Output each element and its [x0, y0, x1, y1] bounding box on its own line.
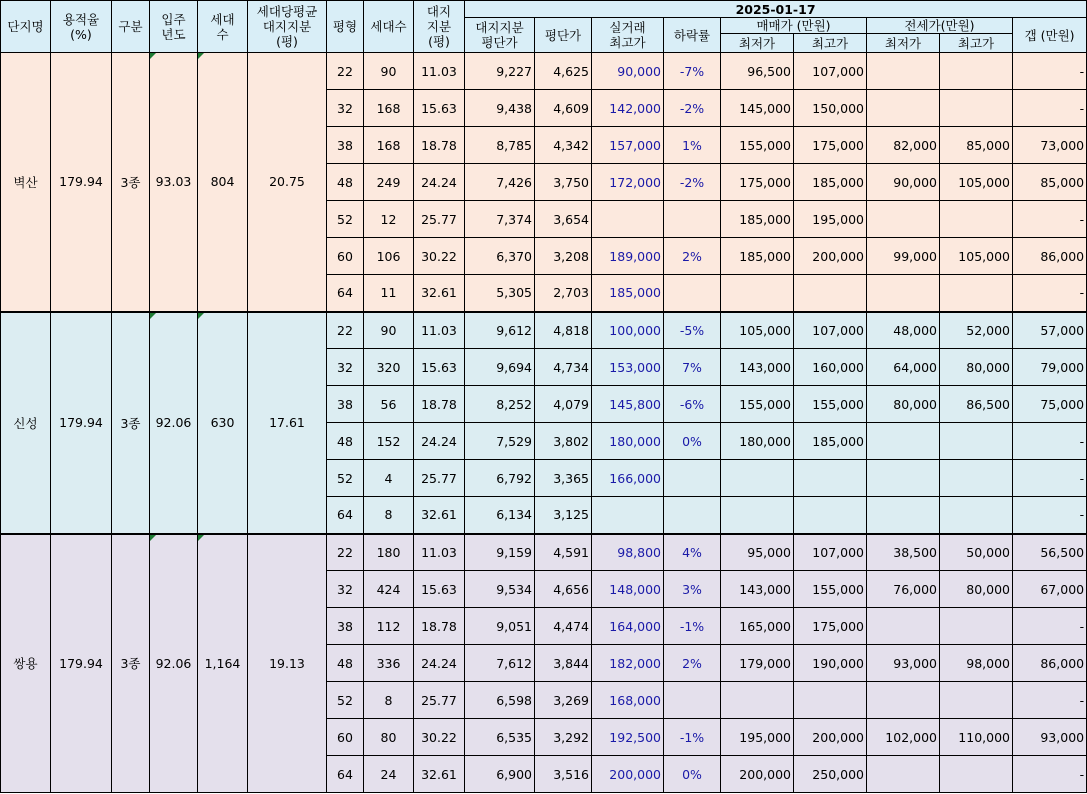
land-share-cell: 11.03	[414, 534, 465, 571]
jeonse-max-cell: 105,000	[940, 238, 1013, 275]
sale-min-cell: 200,000	[721, 756, 794, 793]
pyeong-cell: 52	[327, 201, 364, 238]
complex-avg-land: 17.61	[248, 312, 327, 534]
pyeong-cell: 22	[327, 312, 364, 349]
real-trade-cell: 142,000	[592, 90, 664, 127]
gap-cell: -	[1013, 201, 1087, 238]
jeonse-max-cell	[940, 275, 1013, 312]
pyeong-cell: 64	[327, 275, 364, 312]
gap-cell: -	[1013, 608, 1087, 645]
drop-rate-cell: 0%	[664, 756, 721, 793]
land-share-cell: 25.77	[414, 201, 465, 238]
sale-max-cell: 250,000	[794, 756, 867, 793]
header-jeonse: 전세가(만원)	[867, 18, 1013, 34]
pyeong-cell: 48	[327, 164, 364, 201]
land-share-cell: 18.78	[414, 608, 465, 645]
jeonse-max-cell: 80,000	[940, 349, 1013, 386]
land-price-cell: 6,598	[465, 682, 535, 719]
header-sale-max: 최고가	[794, 34, 867, 53]
unit-price-cell: 4,591	[535, 534, 592, 571]
unit-households-cell: 152	[364, 423, 414, 460]
jeonse-min-cell	[867, 756, 940, 793]
unit-households-cell: 90	[364, 53, 414, 90]
pyeong-cell: 32	[327, 571, 364, 608]
land-price-cell: 9,159	[465, 534, 535, 571]
complex-far: 179.94	[51, 53, 112, 312]
table-body	[1, 53, 1087, 793]
sale-max-cell: 185,000	[794, 423, 867, 460]
header-sale: 매매가 (만원)	[721, 18, 867, 34]
jeonse-min-cell	[867, 90, 940, 127]
sale-max-cell	[794, 497, 867, 534]
complex-zone: 3종	[112, 312, 150, 534]
land-share-cell: 15.63	[414, 349, 465, 386]
header-jeonse-min: 최저가	[867, 34, 940, 53]
drop-rate-cell: -1%	[664, 719, 721, 756]
drop-rate-cell: 4%	[664, 534, 721, 571]
sale-min-cell: 105,000	[721, 312, 794, 349]
gap-cell: -	[1013, 756, 1087, 793]
header-land-price: 대지지분 평단가	[465, 18, 535, 53]
drop-rate-cell: -7%	[664, 53, 721, 90]
land-share-cell: 32.61	[414, 756, 465, 793]
unit-price-cell: 4,656	[535, 571, 592, 608]
pyeong-cell: 22	[327, 53, 364, 90]
unit-households-cell: 336	[364, 645, 414, 682]
jeonse-max-cell: 110,000	[940, 719, 1013, 756]
jeonse-min-cell: 93,000	[867, 645, 940, 682]
land-share-cell: 32.61	[414, 497, 465, 534]
sale-max-cell: 195,000	[794, 201, 867, 238]
header-unit-price: 평단가	[535, 18, 592, 53]
complex-far: 179.94	[51, 534, 112, 793]
sale-max-cell	[794, 682, 867, 719]
land-price-cell: 6,900	[465, 756, 535, 793]
sale-max-cell	[794, 460, 867, 497]
sale-min-cell	[721, 275, 794, 312]
unit-households-cell: 4	[364, 460, 414, 497]
land-share-cell: 18.78	[414, 386, 465, 423]
sale-max-cell: 107,000	[794, 312, 867, 349]
jeonse-min-cell: 38,500	[867, 534, 940, 571]
sale-max-cell: 107,000	[794, 534, 867, 571]
header-pyeong: 평형	[327, 1, 364, 53]
sale-min-cell: 180,000	[721, 423, 794, 460]
unit-price-cell: 3,802	[535, 423, 592, 460]
land-share-cell: 24.24	[414, 423, 465, 460]
pyeong-cell: 60	[327, 719, 364, 756]
unit-price-cell: 4,609	[535, 90, 592, 127]
complex-name: 벽산	[1, 53, 51, 312]
pyeong-cell: 48	[327, 423, 364, 460]
jeonse-max-cell	[940, 90, 1013, 127]
sale-max-cell: 155,000	[794, 386, 867, 423]
jeonse-max-cell: 85,000	[940, 127, 1013, 164]
real-trade-cell: 157,000	[592, 127, 664, 164]
table-row	[1, 312, 1087, 349]
gap-cell: 85,000	[1013, 164, 1087, 201]
header-year: 입주 년도	[150, 1, 198, 53]
drop-rate-cell: 1%	[664, 127, 721, 164]
jeonse-min-cell	[867, 682, 940, 719]
pyeong-cell: 64	[327, 497, 364, 534]
unit-price-cell: 3,844	[535, 645, 592, 682]
complex-avg-land: 19.13	[248, 534, 327, 793]
gap-cell: -	[1013, 275, 1087, 312]
header-name: 단지명	[1, 1, 51, 53]
unit-price-cell: 3,654	[535, 201, 592, 238]
gap-cell: 56,500	[1013, 534, 1087, 571]
jeonse-max-cell: 50,000	[940, 534, 1013, 571]
land-price-cell: 6,792	[465, 460, 535, 497]
complex-name: 쌍용	[1, 534, 51, 793]
sale-min-cell: 155,000	[721, 127, 794, 164]
real-trade-cell: 200,000	[592, 756, 664, 793]
land-price-cell: 9,438	[465, 90, 535, 127]
unit-price-cell: 3,208	[535, 238, 592, 275]
sale-min-cell: 179,000	[721, 645, 794, 682]
complex-zone: 3종	[112, 534, 150, 793]
land-share-cell: 24.24	[414, 164, 465, 201]
sale-max-cell: 175,000	[794, 608, 867, 645]
unit-price-cell: 4,625	[535, 53, 592, 90]
jeonse-max-cell	[940, 756, 1013, 793]
drop-rate-cell: 0%	[664, 423, 721, 460]
sale-max-cell: 155,000	[794, 571, 867, 608]
pyeong-cell: 32	[327, 349, 364, 386]
gap-cell: 75,000	[1013, 386, 1087, 423]
unit-households-cell: 320	[364, 349, 414, 386]
unit-households-cell: 12	[364, 201, 414, 238]
drop-rate-cell: 7%	[664, 349, 721, 386]
pyeong-cell: 38	[327, 127, 364, 164]
real-trade-cell: 148,000	[592, 571, 664, 608]
table-row	[1, 53, 1087, 90]
jeonse-max-cell	[940, 423, 1013, 460]
sale-min-cell: 155,000	[721, 386, 794, 423]
complex-name: 신성	[1, 312, 51, 534]
land-price-cell: 9,534	[465, 571, 535, 608]
gap-cell: -	[1013, 682, 1087, 719]
land-share-cell: 11.03	[414, 53, 465, 90]
drop-rate-cell: -5%	[664, 312, 721, 349]
pyeong-cell: 60	[327, 238, 364, 275]
header-far: 용적율 (%)	[51, 1, 112, 53]
land-price-cell: 8,785	[465, 127, 535, 164]
pyeong-cell: 64	[327, 756, 364, 793]
pyeong-cell: 22	[327, 534, 364, 571]
unit-households-cell: 24	[364, 756, 414, 793]
unit-households-cell: 80	[364, 719, 414, 756]
land-share-cell: 32.61	[414, 275, 465, 312]
header-avg-land: 세대당평균 대지지분 (평)	[248, 1, 327, 53]
jeonse-max-cell: 98,000	[940, 645, 1013, 682]
drop-rate-cell	[664, 682, 721, 719]
real-trade-cell: 166,000	[592, 460, 664, 497]
unit-price-cell: 3,269	[535, 682, 592, 719]
real-trade-cell: 153,000	[592, 349, 664, 386]
real-trade-cell: 168,000	[592, 682, 664, 719]
jeonse-max-cell	[940, 682, 1013, 719]
real-trade-cell	[592, 201, 664, 238]
jeonse-max-cell: 80,000	[940, 571, 1013, 608]
header-land-share: 대지 지분 (평)	[414, 1, 465, 53]
unit-price-cell: 3,516	[535, 756, 592, 793]
jeonse-max-cell: 86,500	[940, 386, 1013, 423]
real-trade-cell: 189,000	[592, 238, 664, 275]
complex-households: 1,164	[198, 534, 248, 793]
pyeong-cell: 48	[327, 645, 364, 682]
gap-cell: 67,000	[1013, 571, 1087, 608]
unit-price-cell: 4,818	[535, 312, 592, 349]
real-trade-cell: 145,800	[592, 386, 664, 423]
header-sale-min: 최저가	[721, 34, 794, 53]
real-trade-cell: 185,000	[592, 275, 664, 312]
unit-households-cell: 11	[364, 275, 414, 312]
gap-cell: 86,000	[1013, 645, 1087, 682]
header-real-trade: 실거래 최고가	[592, 18, 664, 53]
gap-cell: 73,000	[1013, 127, 1087, 164]
sale-min-cell	[721, 497, 794, 534]
header-gap: 갭 (만원)	[1013, 18, 1087, 53]
sale-min-cell: 185,000	[721, 201, 794, 238]
real-trade-cell: 192,500	[592, 719, 664, 756]
land-price-cell: 8,252	[465, 386, 535, 423]
jeonse-min-cell: 76,000	[867, 571, 940, 608]
real-trade-cell: 90,000	[592, 53, 664, 90]
real-trade-cell: 182,000	[592, 645, 664, 682]
sale-min-cell: 145,000	[721, 90, 794, 127]
jeonse-min-cell	[867, 275, 940, 312]
land-share-cell: 11.03	[414, 312, 465, 349]
gap-cell: -	[1013, 423, 1087, 460]
jeonse-max-cell	[940, 53, 1013, 90]
complex-year: 93.03	[150, 53, 198, 312]
jeonse-min-cell	[867, 423, 940, 460]
land-price-cell: 9,612	[465, 312, 535, 349]
sale-max-cell: 160,000	[794, 349, 867, 386]
land-price-cell: 7,374	[465, 201, 535, 238]
drop-rate-cell: 2%	[664, 238, 721, 275]
complex-year: 92.06	[150, 312, 198, 534]
gap-cell: 57,000	[1013, 312, 1087, 349]
drop-rate-cell: -6%	[664, 386, 721, 423]
land-share-cell: 18.78	[414, 127, 465, 164]
land-share-cell: 25.77	[414, 460, 465, 497]
unit-households-cell: 8	[364, 682, 414, 719]
gap-cell: -	[1013, 497, 1087, 534]
sale-min-cell: 195,000	[721, 719, 794, 756]
header-date: 2025-01-17	[465, 1, 1087, 18]
complex-avg-land: 20.75	[248, 53, 327, 312]
unit-households-cell: 8	[364, 497, 414, 534]
unit-price-cell: 4,342	[535, 127, 592, 164]
pyeong-cell: 52	[327, 682, 364, 719]
pyeong-cell: 38	[327, 386, 364, 423]
land-price-cell: 9,694	[465, 349, 535, 386]
land-price-cell: 7,612	[465, 645, 535, 682]
land-price-cell: 7,426	[465, 164, 535, 201]
unit-households-cell: 168	[364, 127, 414, 164]
jeonse-min-cell	[867, 53, 940, 90]
land-share-cell: 30.22	[414, 238, 465, 275]
sale-max-cell: 200,000	[794, 719, 867, 756]
sale-max-cell	[794, 275, 867, 312]
unit-price-cell: 4,079	[535, 386, 592, 423]
real-trade-cell: 100,000	[592, 312, 664, 349]
gap-cell: 93,000	[1013, 719, 1087, 756]
header-zone: 구분	[112, 1, 150, 53]
land-price-cell: 6,370	[465, 238, 535, 275]
sale-max-cell: 150,000	[794, 90, 867, 127]
unit-price-cell: 3,750	[535, 164, 592, 201]
complex-year: 92.06	[150, 534, 198, 793]
land-price-cell: 9,051	[465, 608, 535, 645]
sale-max-cell: 190,000	[794, 645, 867, 682]
unit-households-cell: 168	[364, 90, 414, 127]
unit-households-cell: 90	[364, 312, 414, 349]
drop-rate-cell: -2%	[664, 90, 721, 127]
sale-min-cell	[721, 682, 794, 719]
jeonse-min-cell: 64,000	[867, 349, 940, 386]
jeonse-min-cell: 80,000	[867, 386, 940, 423]
unit-households-cell: 56	[364, 386, 414, 423]
jeonse-min-cell	[867, 497, 940, 534]
unit-price-cell: 4,474	[535, 608, 592, 645]
unit-households-cell: 424	[364, 571, 414, 608]
jeonse-min-cell: 90,000	[867, 164, 940, 201]
sale-min-cell: 185,000	[721, 238, 794, 275]
sale-min-cell: 96,500	[721, 53, 794, 90]
drop-rate-cell: 2%	[664, 645, 721, 682]
jeonse-min-cell: 102,000	[867, 719, 940, 756]
drop-rate-cell	[664, 275, 721, 312]
drop-rate-cell	[664, 201, 721, 238]
complex-households: 630	[198, 312, 248, 534]
gap-cell: 79,000	[1013, 349, 1087, 386]
land-share-cell: 24.24	[414, 645, 465, 682]
land-price-cell: 6,134	[465, 497, 535, 534]
jeonse-max-cell	[940, 201, 1013, 238]
land-price-cell: 5,305	[465, 275, 535, 312]
pyeong-cell: 32	[327, 90, 364, 127]
sale-min-cell: 143,000	[721, 571, 794, 608]
drop-rate-cell: -2%	[664, 164, 721, 201]
table-row	[1, 534, 1087, 571]
gap-cell: -	[1013, 53, 1087, 90]
jeonse-max-cell	[940, 460, 1013, 497]
land-price-cell: 9,227	[465, 53, 535, 90]
drop-rate-cell	[664, 497, 721, 534]
land-share-cell: 15.63	[414, 90, 465, 127]
unit-price-cell: 3,292	[535, 719, 592, 756]
header-unit-households: 세대수	[364, 1, 414, 53]
real-trade-cell	[592, 497, 664, 534]
jeonse-min-cell: 82,000	[867, 127, 940, 164]
sale-min-cell: 165,000	[721, 608, 794, 645]
drop-rate-cell: -1%	[664, 608, 721, 645]
real-trade-cell: 180,000	[592, 423, 664, 460]
sale-max-cell: 200,000	[794, 238, 867, 275]
sale-min-cell: 143,000	[721, 349, 794, 386]
unit-households-cell: 106	[364, 238, 414, 275]
sale-min-cell: 175,000	[721, 164, 794, 201]
sale-max-cell: 175,000	[794, 127, 867, 164]
pyeong-cell: 38	[327, 608, 364, 645]
jeonse-max-cell	[940, 608, 1013, 645]
jeonse-min-cell: 99,000	[867, 238, 940, 275]
unit-households-cell: 249	[364, 164, 414, 201]
land-price-cell: 7,529	[465, 423, 535, 460]
gap-cell: -	[1013, 90, 1087, 127]
drop-rate-cell: 3%	[664, 571, 721, 608]
jeonse-max-cell	[940, 497, 1013, 534]
sale-max-cell: 185,000	[794, 164, 867, 201]
land-share-cell: 25.77	[414, 682, 465, 719]
header-jeonse-max: 최고가	[940, 34, 1013, 53]
unit-households-cell: 180	[364, 534, 414, 571]
jeonse-max-cell: 105,000	[940, 164, 1013, 201]
jeonse-min-cell	[867, 460, 940, 497]
jeonse-min-cell: 48,000	[867, 312, 940, 349]
unit-households-cell: 112	[364, 608, 414, 645]
drop-rate-cell	[664, 460, 721, 497]
sale-min-cell	[721, 460, 794, 497]
real-trade-cell: 164,000	[592, 608, 664, 645]
land-price-cell: 6,535	[465, 719, 535, 756]
sale-max-cell: 107,000	[794, 53, 867, 90]
complex-households: 804	[198, 53, 248, 312]
complex-far: 179.94	[51, 312, 112, 534]
unit-price-cell: 4,734	[535, 349, 592, 386]
unit-price-cell: 2,703	[535, 275, 592, 312]
sale-min-cell: 95,000	[721, 534, 794, 571]
header-drop-rate: 하락률	[664, 18, 721, 53]
land-share-cell: 30.22	[414, 719, 465, 756]
complex-zone: 3종	[112, 53, 150, 312]
unit-price-cell: 3,365	[535, 460, 592, 497]
jeonse-min-cell	[867, 608, 940, 645]
gap-cell: -	[1013, 460, 1087, 497]
real-trade-cell: 172,000	[592, 164, 664, 201]
real-trade-cell: 98,800	[592, 534, 664, 571]
jeonse-min-cell	[867, 201, 940, 238]
pyeong-cell: 52	[327, 460, 364, 497]
land-share-cell: 15.63	[414, 571, 465, 608]
jeonse-max-cell: 52,000	[940, 312, 1013, 349]
unit-price-cell: 3,125	[535, 497, 592, 534]
header-households: 세대 수	[198, 1, 248, 53]
gap-cell: 86,000	[1013, 238, 1087, 275]
